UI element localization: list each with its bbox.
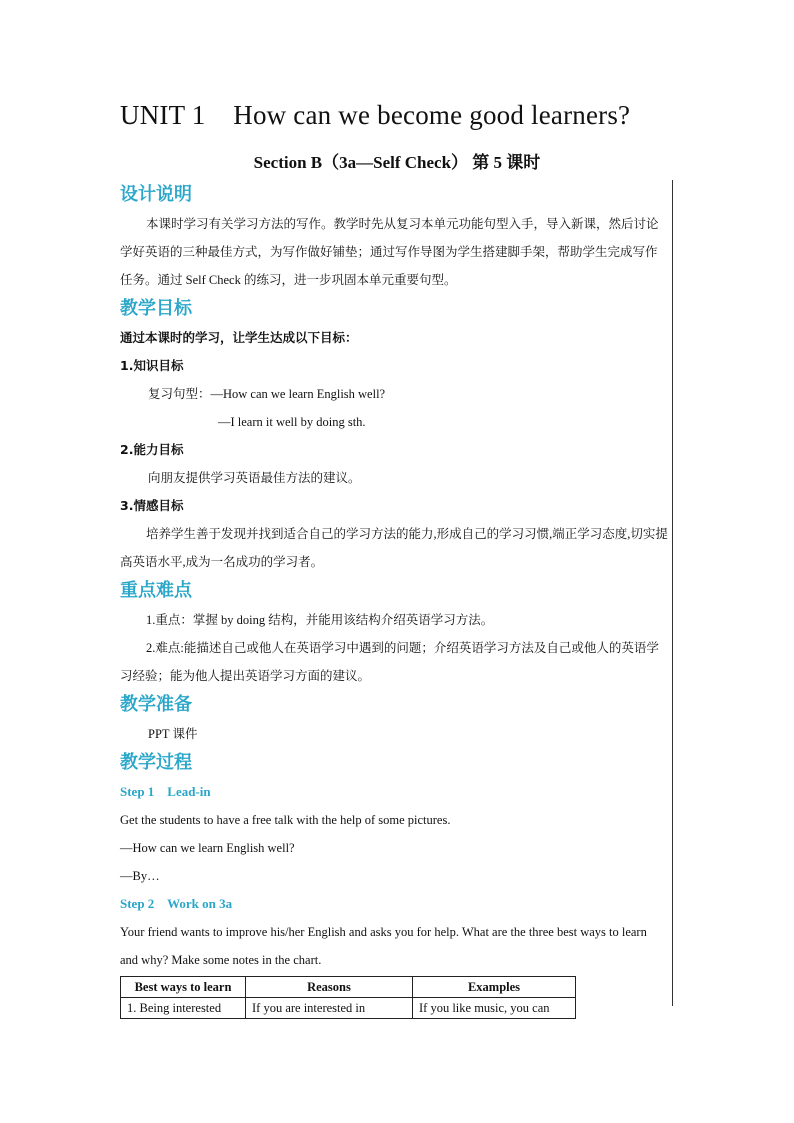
step2-text: Your friend wants to improve his/her English and asks you for help. What are the three best ways to learn and why? Make some notes in the chart.: [120, 925, 647, 967]
objectives-heading: 教学目标: [120, 298, 192, 319]
keypoint-1: 1.重点：掌握 by doing 结构，并能用该结构介绍英语学习方法。: [146, 613, 494, 627]
step1-line-1: Get the students to have a free talk with the help of some pictures.: [120, 813, 451, 827]
unit-title: UNIT 1 How can we become good learners?: [120, 100, 631, 130]
knowledge-line-1: 复习句型：—How can we learn English well?: [148, 387, 386, 401]
ability-title: 2.能力目标: [120, 442, 184, 457]
section-subtitle: Section B（3a—Self Check） 第 5 课时: [253, 153, 541, 172]
objectives-intro: 通过本课时的学习，让学生达成以下目标：: [120, 330, 358, 345]
emotion-text: 培养学生善于发现并找到适合自己的学习方法的能力,形成自己的学习习惯,端正学习态度,切实提高英语水平,成为一名成功的学习者。: [120, 527, 668, 569]
step2-title: Step 2 Work on 3a: [120, 896, 233, 911]
table-header-reasons: Reasons: [246, 977, 413, 998]
table-header-best-ways: Best ways to learn: [121, 977, 246, 998]
design-text: 本课时学习有关学习方法的写作。教学时先从复习本单元功能句型入手，导入新课，然后讨论学好英语的三种最佳方式，为写作做好铺垫；通过写作导图为学生搭建脚手架，帮助学生完成写作任务。通过 Self Check 的练习，进一步巩固本单元重要句型。: [120, 217, 659, 287]
emotion-title: 3.情感目标: [120, 498, 184, 513]
table-header-row: [121, 977, 576, 998]
knowledge-line-2: —I learn it well by doing sth.: [218, 415, 366, 429]
prep-text: PPT 课件: [148, 727, 198, 741]
notes-chart: [120, 976, 576, 1019]
prep-heading: 教学准备: [120, 694, 192, 715]
step1-line-2: —How can we learn English well?: [120, 841, 295, 855]
table-header-examples: Examples: [413, 977, 576, 998]
step1-line-3: —By…: [120, 869, 160, 883]
knowledge-title: 1.知识目标: [120, 358, 184, 373]
design-heading: 设计说明: [120, 184, 192, 205]
keypoint-2: 2.难点:能描述自己或他人在英语学习中遇到的问题；介绍英语学习方法及自己或他人的英语学习经验；能为他人提出英语学习方面的建议。: [120, 641, 659, 683]
ability-text: 向朋友提供学习英语最佳方法的建议。: [148, 471, 361, 485]
table-cell: If you are interested in: [246, 998, 413, 1019]
margin-line: [672, 180, 673, 1006]
step1-title: Step 1 Lead-in: [120, 784, 211, 799]
keypoints-heading: 重点难点: [120, 580, 192, 601]
lesson-content: [120, 180, 668, 1019]
table-row: [121, 998, 576, 1019]
table-cell: If you like music, you can: [413, 998, 576, 1019]
process-heading: 教学过程: [120, 752, 192, 773]
table-cell: 1. Being interested: [121, 998, 246, 1019]
